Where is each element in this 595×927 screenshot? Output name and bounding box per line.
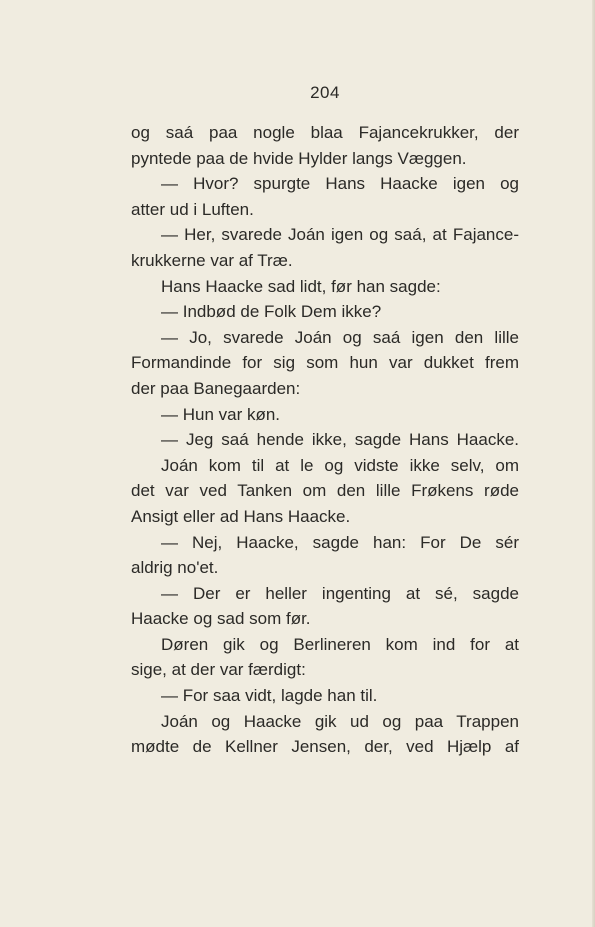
text-line: krukkerne var af Træ. [131, 250, 293, 270]
text-line: — For saa vidt, lagde han til. [161, 686, 378, 706]
text-line: Joán kom til at le og vidste ikke selv, om [161, 455, 519, 475]
text-line: Joán og Haacke gik ud og paa Trappen [161, 711, 519, 731]
text-line: — Hvor? spurgte Hans Haacke igen og [161, 174, 519, 194]
text-line: Hans Haacke sad lidt, før han sagde: [161, 276, 441, 296]
text-line: pyntede paa de hvide Hylder langs Væggen. [131, 148, 467, 168]
text-line: atter ud i Luften. [131, 199, 254, 219]
text-line: Døren gik og Berlineren kom ind for at [161, 634, 519, 654]
text-line: — Hun var køn. [161, 404, 281, 424]
text-line: — Indbød de Folk Dem ikke? [161, 302, 382, 322]
text-line: — Her, svarede Joán igen og saá, at Fajance- [161, 225, 519, 245]
text-line: Formandinde for sig som hun var dukket frem [131, 353, 519, 373]
text-line: — Nej, Haacke, sagde han: For De sér [161, 532, 519, 552]
text-line: og saá paa nogle blaa Fajancekrukker, der [131, 123, 519, 142]
text-line: Haacke og sad som før. [131, 609, 311, 629]
text-line: Ansigt eller ad Hans Haacke. [131, 506, 351, 526]
text-line: — Jeg saá hende ikke, sagde Hans Haacke. [161, 430, 519, 450]
text-line: aldrig no'et. [131, 558, 219, 578]
page-number: 204 [310, 83, 340, 102]
text-line: det var ved Tanken om den lille Frøkens røde [131, 481, 519, 501]
text-line: der paa Banegaarden: [131, 378, 301, 398]
text-line: mødte de Kellner Jensen, der, ved Hjælp af [131, 737, 519, 757]
text-line: — Der er heller ingenting at sé, sagde [161, 583, 519, 603]
body-text [131, 120, 519, 760]
text-line: — Jo, svarede Joán og saá igen den lille [161, 327, 519, 347]
text-line: sige, at der var færdigt: [131, 660, 306, 680]
